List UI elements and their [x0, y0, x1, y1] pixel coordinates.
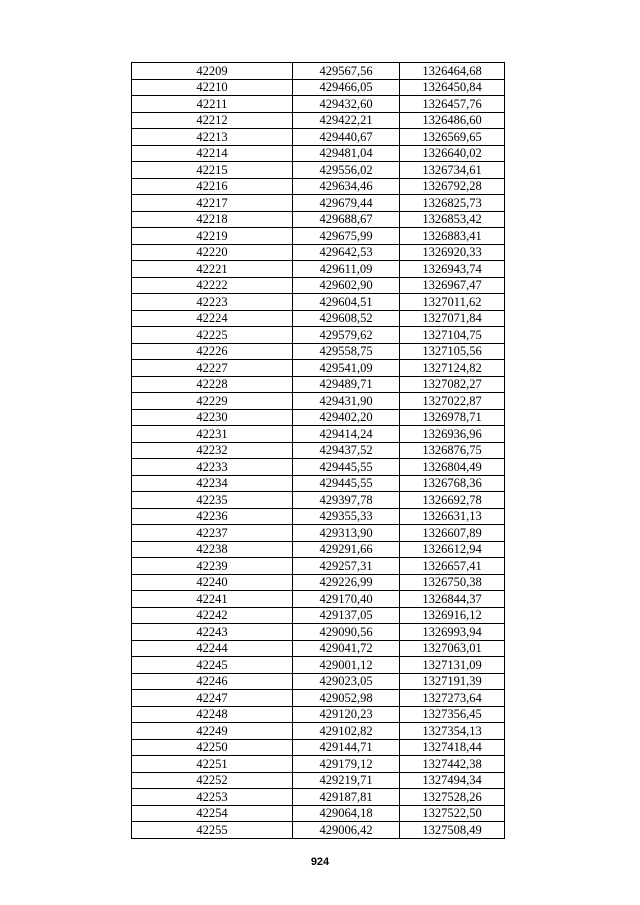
- y-coordinate-cell: 1326486,60: [400, 112, 505, 129]
- point-number-cell: 42215: [132, 162, 293, 179]
- table-row: [132, 360, 505, 377]
- y-coordinate-cell: 1326825,73: [400, 195, 505, 212]
- y-coordinate-cell: 1326768,36: [400, 475, 505, 492]
- x-coordinate-cell: 429445,55: [293, 475, 400, 492]
- table-row: [132, 805, 505, 822]
- y-coordinate-cell: 1327124,82: [400, 360, 505, 377]
- point-number-cell: 42209: [132, 63, 293, 80]
- y-coordinate-cell: 1327494,34: [400, 772, 505, 789]
- y-coordinate-cell: 1326920,33: [400, 244, 505, 261]
- table-row: [132, 195, 505, 212]
- point-number-cell: 42244: [132, 640, 293, 657]
- point-number-cell: 42228: [132, 376, 293, 393]
- y-coordinate-cell: 1326464,68: [400, 63, 505, 80]
- table-row: [132, 657, 505, 674]
- y-coordinate-cell: 1327522,50: [400, 805, 505, 822]
- point-number-cell: 42235: [132, 492, 293, 509]
- table-row: [132, 756, 505, 773]
- y-coordinate-cell: 1327071,84: [400, 310, 505, 327]
- y-coordinate-cell: 1326612,94: [400, 541, 505, 558]
- x-coordinate-cell: 429675,99: [293, 228, 400, 245]
- x-coordinate-cell: 429414,24: [293, 426, 400, 443]
- point-number-cell: 42211: [132, 96, 293, 113]
- y-coordinate-cell: 1326936,96: [400, 426, 505, 443]
- table-row: [132, 541, 505, 558]
- y-coordinate-cell: 1326607,89: [400, 525, 505, 542]
- x-coordinate-cell: 429137,05: [293, 607, 400, 624]
- y-coordinate-cell: 1327011,62: [400, 294, 505, 311]
- x-coordinate-cell: 429219,71: [293, 772, 400, 789]
- point-number-cell: 42247: [132, 690, 293, 707]
- y-coordinate-cell: 1326640,02: [400, 145, 505, 162]
- x-coordinate-cell: 429313,90: [293, 525, 400, 542]
- table-row: [132, 723, 505, 740]
- x-coordinate-cell: 429001,12: [293, 657, 400, 674]
- x-coordinate-cell: 429556,02: [293, 162, 400, 179]
- y-coordinate-cell: 1327082,27: [400, 376, 505, 393]
- point-number-cell: 42240: [132, 574, 293, 591]
- x-coordinate-cell: 429402,20: [293, 409, 400, 426]
- table-row: [132, 690, 505, 707]
- point-number-cell: 42246: [132, 673, 293, 690]
- y-coordinate-cell: 1327273,64: [400, 690, 505, 707]
- x-coordinate-cell: 429567,56: [293, 63, 400, 80]
- point-number-cell: 42223: [132, 294, 293, 311]
- y-coordinate-cell: 1327508,49: [400, 822, 505, 839]
- table-row: [132, 492, 505, 509]
- table-row: [132, 79, 505, 96]
- x-coordinate-cell: 429257,31: [293, 558, 400, 575]
- point-number-cell: 42212: [132, 112, 293, 129]
- y-coordinate-cell: 1326943,74: [400, 261, 505, 278]
- y-coordinate-cell: 1327104,75: [400, 327, 505, 344]
- point-number-cell: 42214: [132, 145, 293, 162]
- table-row: [132, 475, 505, 492]
- x-coordinate-cell: 429481,04: [293, 145, 400, 162]
- table-row: [132, 706, 505, 723]
- x-coordinate-cell: 429688,67: [293, 211, 400, 228]
- table-row: [132, 591, 505, 608]
- table-row: [132, 525, 505, 542]
- table-row: [132, 294, 505, 311]
- x-coordinate-cell: 429090,56: [293, 624, 400, 641]
- y-coordinate-cell: 1326450,84: [400, 79, 505, 96]
- point-number-cell: 42241: [132, 591, 293, 608]
- x-coordinate-cell: 429102,82: [293, 723, 400, 740]
- table-row: [132, 393, 505, 410]
- y-coordinate-cell: 1326631,13: [400, 508, 505, 525]
- x-coordinate-cell: 429023,05: [293, 673, 400, 690]
- point-number-cell: 42224: [132, 310, 293, 327]
- y-coordinate-cell: 1326967,47: [400, 277, 505, 294]
- point-number-cell: 42217: [132, 195, 293, 212]
- point-number-cell: 42237: [132, 525, 293, 542]
- point-number-cell: 42242: [132, 607, 293, 624]
- table-row: [132, 558, 505, 575]
- point-number-cell: 42254: [132, 805, 293, 822]
- x-coordinate-cell: 429541,09: [293, 360, 400, 377]
- x-coordinate-cell: 429679,44: [293, 195, 400, 212]
- point-number-cell: 42234: [132, 475, 293, 492]
- table-row: [132, 162, 505, 179]
- point-number-cell: 42220: [132, 244, 293, 261]
- y-coordinate-cell: 1326844,37: [400, 591, 505, 608]
- y-coordinate-cell: 1326692,78: [400, 492, 505, 509]
- table-row: [132, 343, 505, 360]
- point-number-cell: 42230: [132, 409, 293, 426]
- point-number-cell: 42233: [132, 459, 293, 476]
- point-number-cell: 42255: [132, 822, 293, 839]
- table-row: [132, 112, 505, 129]
- y-coordinate-cell: 1326978,71: [400, 409, 505, 426]
- x-coordinate-cell: 429604,51: [293, 294, 400, 311]
- y-coordinate-cell: 1327022,87: [400, 393, 505, 410]
- point-number-cell: 42231: [132, 426, 293, 443]
- table-row: [132, 145, 505, 162]
- table-row: [132, 129, 505, 146]
- x-coordinate-cell: 429144,71: [293, 739, 400, 756]
- coordinates-table: [131, 62, 505, 839]
- x-coordinate-cell: 429397,78: [293, 492, 400, 509]
- table-row: [132, 607, 505, 624]
- point-number-cell: 42243: [132, 624, 293, 641]
- point-number-cell: 42218: [132, 211, 293, 228]
- y-coordinate-cell: 1327528,26: [400, 789, 505, 806]
- x-coordinate-cell: 429608,52: [293, 310, 400, 327]
- point-number-cell: 42253: [132, 789, 293, 806]
- table-row: [132, 772, 505, 789]
- y-coordinate-cell: 1327131,09: [400, 657, 505, 674]
- x-coordinate-cell: 429602,90: [293, 277, 400, 294]
- y-coordinate-cell: 1326657,41: [400, 558, 505, 575]
- table-row: [132, 277, 505, 294]
- y-coordinate-cell: 1326569,65: [400, 129, 505, 146]
- x-coordinate-cell: 429437,52: [293, 442, 400, 459]
- x-coordinate-cell: 429355,33: [293, 508, 400, 525]
- x-coordinate-cell: 429291,66: [293, 541, 400, 558]
- y-coordinate-cell: 1327442,38: [400, 756, 505, 773]
- table-row: [132, 244, 505, 261]
- point-number-cell: 42248: [132, 706, 293, 723]
- coordinates-table-body: [132, 63, 505, 839]
- table-row: [132, 624, 505, 641]
- y-coordinate-cell: 1326457,76: [400, 96, 505, 113]
- page-number: 924: [310, 856, 330, 868]
- point-number-cell: 42251: [132, 756, 293, 773]
- table-row: [132, 508, 505, 525]
- x-coordinate-cell: 429489,71: [293, 376, 400, 393]
- x-coordinate-cell: 429642,53: [293, 244, 400, 261]
- x-coordinate-cell: 429432,60: [293, 96, 400, 113]
- table-row: [132, 789, 505, 806]
- x-coordinate-cell: 429431,90: [293, 393, 400, 410]
- x-coordinate-cell: 429611,09: [293, 261, 400, 278]
- point-number-cell: 42226: [132, 343, 293, 360]
- point-number-cell: 42221: [132, 261, 293, 278]
- point-number-cell: 42250: [132, 739, 293, 756]
- y-coordinate-cell: 1327191,39: [400, 673, 505, 690]
- y-coordinate-cell: 1326876,75: [400, 442, 505, 459]
- point-number-cell: 42236: [132, 508, 293, 525]
- x-coordinate-cell: 429006,42: [293, 822, 400, 839]
- point-number-cell: 42252: [132, 772, 293, 789]
- table-row: [132, 822, 505, 839]
- y-coordinate-cell: 1326750,38: [400, 574, 505, 591]
- table-row: [132, 178, 505, 195]
- y-coordinate-cell: 1327418,44: [400, 739, 505, 756]
- x-coordinate-cell: 429187,81: [293, 789, 400, 806]
- point-number-cell: 42222: [132, 277, 293, 294]
- y-coordinate-cell: 1326853,42: [400, 211, 505, 228]
- table-row: [132, 261, 505, 278]
- x-coordinate-cell: 429179,12: [293, 756, 400, 773]
- point-number-cell: 42239: [132, 558, 293, 575]
- x-coordinate-cell: 429064,18: [293, 805, 400, 822]
- point-number-cell: 42227: [132, 360, 293, 377]
- x-coordinate-cell: 429440,67: [293, 129, 400, 146]
- y-coordinate-cell: 1326734,61: [400, 162, 505, 179]
- x-coordinate-cell: 429558,75: [293, 343, 400, 360]
- y-coordinate-cell: 1327356,45: [400, 706, 505, 723]
- table-row: [132, 673, 505, 690]
- table-row: [132, 409, 505, 426]
- y-coordinate-cell: 1327063,01: [400, 640, 505, 657]
- point-number-cell: 42216: [132, 178, 293, 195]
- y-coordinate-cell: 1326993,94: [400, 624, 505, 641]
- x-coordinate-cell: 429226,99: [293, 574, 400, 591]
- table-row: [132, 426, 505, 443]
- point-number-cell: 42213: [132, 129, 293, 146]
- x-coordinate-cell: 429170,40: [293, 591, 400, 608]
- point-number-cell: 42238: [132, 541, 293, 558]
- x-coordinate-cell: 429120,23: [293, 706, 400, 723]
- table-row: [132, 459, 505, 476]
- y-coordinate-cell: 1326792,28: [400, 178, 505, 195]
- x-coordinate-cell: 429466,05: [293, 79, 400, 96]
- point-number-cell: 42225: [132, 327, 293, 344]
- x-coordinate-cell: 429052,98: [293, 690, 400, 707]
- table-row: [132, 574, 505, 591]
- table-row: [132, 211, 505, 228]
- y-coordinate-cell: 1327105,56: [400, 343, 505, 360]
- y-coordinate-cell: 1326804,49: [400, 459, 505, 476]
- point-number-cell: 42210: [132, 79, 293, 96]
- point-number-cell: 42219: [132, 228, 293, 245]
- x-coordinate-cell: 429445,55: [293, 459, 400, 476]
- y-coordinate-cell: 1327354,13: [400, 723, 505, 740]
- x-coordinate-cell: 429634,46: [293, 178, 400, 195]
- point-number-cell: 42245: [132, 657, 293, 674]
- table-row: [132, 96, 505, 113]
- table-row: [132, 327, 505, 344]
- y-coordinate-cell: 1326883,41: [400, 228, 505, 245]
- table-row: [132, 310, 505, 327]
- table-row: [132, 442, 505, 459]
- table-row: [132, 228, 505, 245]
- table-row: [132, 376, 505, 393]
- point-number-cell: 42229: [132, 393, 293, 410]
- x-coordinate-cell: 429579,62: [293, 327, 400, 344]
- point-number-cell: 42232: [132, 442, 293, 459]
- table-row: [132, 739, 505, 756]
- x-coordinate-cell: 429041,72: [293, 640, 400, 657]
- x-coordinate-cell: 429422,21: [293, 112, 400, 129]
- table-row: [132, 63, 505, 80]
- y-coordinate-cell: 1326916,12: [400, 607, 505, 624]
- point-number-cell: 42249: [132, 723, 293, 740]
- table-row: [132, 640, 505, 657]
